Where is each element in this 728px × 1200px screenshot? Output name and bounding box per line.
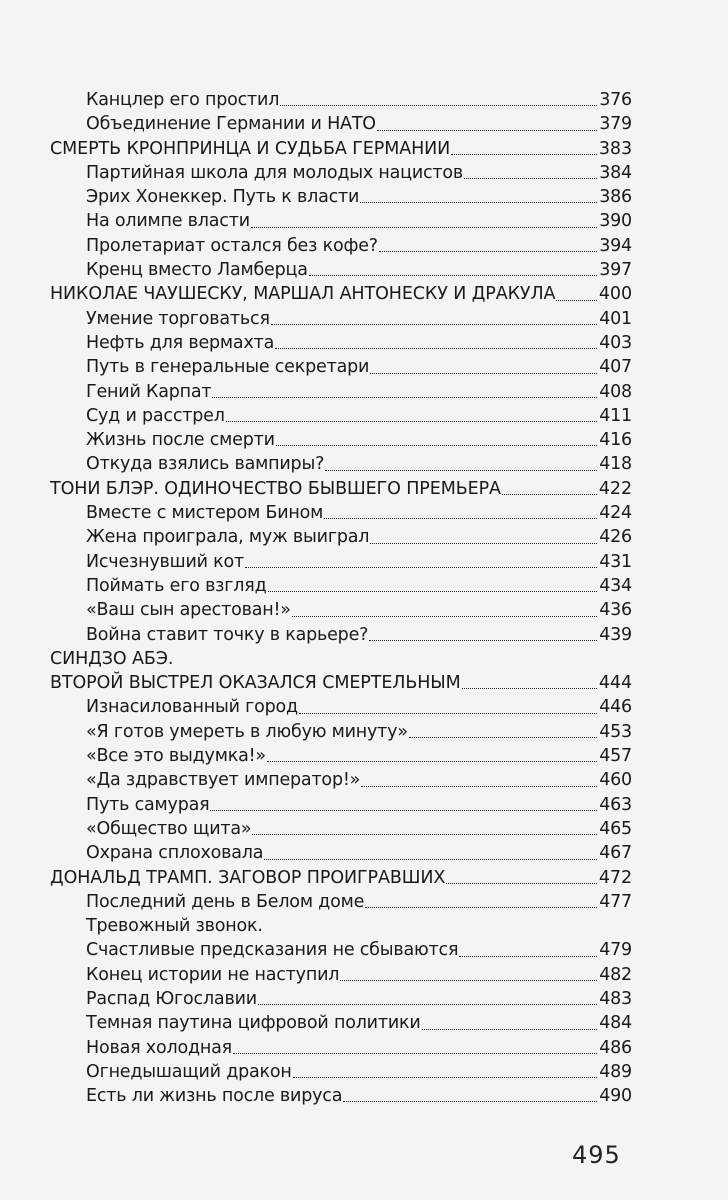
toc-entry-page: 460 bbox=[599, 770, 632, 791]
toc-entry-page: 416 bbox=[599, 430, 632, 451]
toc-entry-title: Последний день в Белом доме bbox=[86, 891, 365, 912]
toc-section-row bbox=[50, 768, 632, 792]
toc-entry-page: 463 bbox=[599, 794, 632, 815]
dot-leader bbox=[556, 300, 597, 301]
dot-leader bbox=[293, 1077, 597, 1078]
page-number: 495 bbox=[572, 1141, 621, 1169]
dot-leader bbox=[451, 154, 597, 155]
toc-entry-title: Темная паутина цифровой политики bbox=[86, 1013, 421, 1034]
toc-entry-page: 482 bbox=[599, 964, 632, 985]
toc-entry-page: 477 bbox=[599, 891, 632, 912]
toc-section-row bbox=[50, 720, 632, 744]
toc-section-row bbox=[50, 404, 632, 428]
toc-section-row bbox=[50, 914, 632, 938]
dot-leader bbox=[210, 810, 597, 811]
toc-entry-page: 397 bbox=[599, 260, 632, 281]
toc-chapter-row bbox=[50, 282, 632, 306]
toc-entry-page: 484 bbox=[599, 1013, 632, 1034]
toc-section-row bbox=[50, 380, 632, 404]
dot-leader bbox=[268, 591, 598, 592]
toc-entry-title: Путь самурая bbox=[86, 794, 210, 815]
toc-entry-page: 444 bbox=[598, 673, 632, 694]
toc-section-row bbox=[50, 817, 632, 841]
toc-section-row bbox=[50, 550, 632, 574]
toc-entry-title: Поймать его взгляд bbox=[86, 575, 267, 596]
dot-leader bbox=[309, 275, 597, 276]
toc-section-row bbox=[50, 88, 632, 112]
toc-section-row bbox=[50, 209, 632, 233]
toc-entry-title: «Общество щита» bbox=[86, 818, 252, 839]
toc-section-row bbox=[50, 963, 632, 987]
toc-entry-title: ВТОРОЙ ВЫСТРЕЛ ОКАЗАЛСЯ СМЕРТЕЛЬНЫМ bbox=[50, 673, 461, 694]
toc-entry-page: 411 bbox=[599, 405, 632, 426]
toc-chapter-row bbox=[50, 477, 632, 501]
toc-entry-title: Изнасилованный город bbox=[86, 697, 298, 718]
toc-entry-title: Распад Югославии bbox=[86, 988, 257, 1009]
toc-entry-title: Путь в генеральные секретари bbox=[86, 357, 370, 378]
toc-entry-page: 376 bbox=[599, 90, 632, 110]
dot-leader bbox=[462, 688, 597, 689]
toc-section-row bbox=[50, 987, 632, 1011]
dot-leader bbox=[370, 543, 597, 544]
toc-entry-page: 426 bbox=[599, 527, 632, 548]
toc-entry-page: 386 bbox=[599, 187, 632, 208]
toc-chapter-row bbox=[50, 866, 632, 890]
toc-entry-page: 465 bbox=[599, 818, 632, 839]
toc-section-row bbox=[50, 501, 632, 525]
dot-leader bbox=[264, 859, 597, 860]
table-of-contents bbox=[50, 88, 632, 1108]
toc-entry-title: ТОНИ БЛЭР. ОДИНОЧЕСТВО БЫВШЕГО ПРЕМЬЕРА bbox=[50, 478, 501, 499]
toc-entry-page: 390 bbox=[599, 211, 632, 232]
dot-leader bbox=[324, 518, 597, 519]
toc-section-row bbox=[50, 695, 632, 719]
toc-entry-title: СМЕРТЬ КРОНПРИНЦА И СУДЬБА ГЕРМАНИИ bbox=[50, 138, 451, 159]
toc-entry-title: Огнедышащий дракон bbox=[86, 1061, 292, 1082]
toc-entry-title: Есть ли жизнь после вируса bbox=[86, 1086, 343, 1107]
toc-section-row bbox=[50, 623, 632, 647]
toc-entry-title: ДОНАЛЬД ТРАМП. ЗАГОВОР ПРОИГРАВШИХ bbox=[50, 867, 446, 888]
toc-section-row bbox=[50, 1036, 632, 1060]
toc-entry-page: 422 bbox=[598, 478, 632, 499]
toc-entry-page: 446 bbox=[599, 697, 632, 718]
toc-entry-title: Война ставит точку в карьере? bbox=[86, 624, 369, 645]
toc-entry-page: 403 bbox=[599, 332, 632, 353]
toc-entry-page: 453 bbox=[599, 721, 632, 742]
dot-leader bbox=[370, 373, 597, 374]
dot-leader bbox=[299, 713, 597, 714]
toc-entry-page: 418 bbox=[599, 454, 632, 475]
toc-entry-page: 436 bbox=[599, 600, 632, 621]
toc-entry-title: Суд и расстрел bbox=[86, 405, 225, 426]
toc-entry-page: 407 bbox=[599, 357, 632, 378]
toc-section-row bbox=[50, 355, 632, 379]
toc-entry-page: 383 bbox=[598, 138, 632, 159]
dot-leader bbox=[464, 178, 597, 179]
toc-entry-page: 472 bbox=[598, 867, 632, 888]
toc-entry-page: 431 bbox=[599, 551, 632, 572]
dot-leader bbox=[361, 786, 597, 787]
toc-entry-page: 384 bbox=[599, 162, 632, 183]
toc-entry-page: 483 bbox=[599, 988, 632, 1009]
dot-leader bbox=[258, 1004, 597, 1005]
dot-leader bbox=[245, 567, 597, 568]
dot-leader bbox=[267, 761, 597, 762]
toc-section-row bbox=[50, 938, 632, 962]
dot-leader bbox=[233, 1053, 597, 1054]
toc-section-row bbox=[50, 234, 632, 258]
toc-entry-title: «Ваш сын арестован!» bbox=[86, 600, 291, 621]
toc-entry-title: «Да здравствует император!» bbox=[86, 770, 361, 791]
toc-chapter-row bbox=[50, 671, 632, 695]
toc-section-row bbox=[50, 890, 632, 914]
dot-leader bbox=[343, 1101, 597, 1102]
toc-entry-page: 486 bbox=[599, 1037, 632, 1058]
toc-section-row bbox=[50, 1060, 632, 1084]
toc-entry-page: 479 bbox=[599, 940, 632, 961]
toc-entry-page: 400 bbox=[598, 284, 632, 305]
toc-entry-title: Объединение Германии и НАТО bbox=[86, 114, 376, 135]
dot-leader bbox=[360, 202, 597, 203]
dot-leader bbox=[325, 470, 597, 471]
toc-chapter-row bbox=[50, 137, 632, 161]
toc-section-row bbox=[50, 598, 632, 622]
toc-section-row bbox=[50, 1084, 632, 1108]
toc-entry-page: 394 bbox=[599, 235, 632, 256]
toc-entry-title: Гений Карпат bbox=[86, 381, 212, 402]
toc-entry-title: На олимпе власти bbox=[86, 211, 250, 232]
dot-leader bbox=[446, 883, 597, 884]
toc-entry-page: 434 bbox=[599, 575, 632, 596]
toc-entry-title: Новая холодная bbox=[86, 1037, 232, 1058]
toc-entry-title: Счастливые предсказания не сбываются bbox=[86, 940, 459, 961]
dot-leader bbox=[409, 737, 597, 738]
dot-leader bbox=[459, 956, 597, 957]
dot-leader bbox=[276, 445, 597, 446]
toc-entry-title: Пролетариат остался без кофе? bbox=[86, 235, 378, 256]
toc-entry-page: 489 bbox=[599, 1061, 632, 1082]
toc-entry-title: Эрих Хонеккер. Путь к власти bbox=[86, 187, 360, 208]
dot-leader bbox=[369, 640, 597, 641]
toc-entry-page: 424 bbox=[599, 503, 632, 524]
toc-section-row bbox=[50, 258, 632, 282]
dot-leader bbox=[365, 907, 597, 908]
toc-section-row bbox=[50, 574, 632, 598]
dot-leader bbox=[422, 1029, 597, 1030]
toc-section-row bbox=[50, 744, 632, 768]
dot-leader bbox=[340, 980, 597, 981]
dot-leader bbox=[502, 494, 597, 495]
toc-entry-title: Охрана сплоховала bbox=[86, 843, 264, 864]
toc-entry-title: Кренц вместо Ламберца bbox=[86, 260, 308, 281]
toc-entry-page: 439 bbox=[599, 624, 632, 645]
toc-section-row bbox=[50, 1011, 632, 1035]
toc-chapter-row bbox=[50, 647, 632, 671]
toc-entry-page: 401 bbox=[599, 308, 632, 329]
toc-section-row bbox=[50, 525, 632, 549]
toc-section-row bbox=[50, 841, 632, 865]
toc-section-row bbox=[50, 428, 632, 452]
toc-entry-title: СИНДЗО АБЭ. bbox=[50, 648, 174, 669]
toc-entry-page: 379 bbox=[599, 114, 632, 135]
toc-section-row bbox=[50, 185, 632, 209]
dot-leader bbox=[212, 397, 597, 398]
toc-entry-title: Вместе с мистером Бином bbox=[86, 503, 324, 524]
toc-entry-title: Тревожный звонок. bbox=[86, 916, 263, 937]
toc-section-row bbox=[50, 452, 632, 476]
dot-leader bbox=[292, 616, 597, 617]
dot-leader bbox=[252, 834, 597, 835]
toc-entry-title: «Все это выдумка!» bbox=[86, 746, 266, 767]
toc-entry-title: Откуда взялись вампиры? bbox=[86, 454, 325, 475]
toc-entry-page: 457 bbox=[599, 746, 632, 767]
toc-entry-page: 467 bbox=[599, 843, 632, 864]
toc-entry-title: «Я готов умереть в любую минуту» bbox=[86, 721, 408, 742]
dot-leader bbox=[379, 251, 597, 252]
toc-section-row bbox=[50, 331, 632, 355]
toc-entry-page: 408 bbox=[599, 381, 632, 402]
toc-entry-title: Партийная школа для молодых нацистов bbox=[86, 162, 464, 183]
toc-section-row bbox=[50, 112, 632, 136]
dot-leader bbox=[275, 348, 597, 349]
toc-entry-title: Канцлер его простил bbox=[86, 90, 280, 110]
toc-entry-title: Конец истории не наступил bbox=[86, 964, 340, 985]
toc-entry-title: Умение торговаться bbox=[86, 308, 270, 329]
toc-entry-title: НИКОЛАЕ ЧАУШЕСКУ, МАРШАЛ АНТОНЕСКУ И ДРАКУЛА bbox=[50, 284, 556, 305]
toc-entry-page: 490 bbox=[599, 1086, 632, 1107]
toc-section-row bbox=[50, 307, 632, 331]
dot-leader bbox=[280, 105, 597, 106]
dot-leader bbox=[251, 227, 597, 228]
toc-section-row bbox=[50, 793, 632, 817]
toc-section-row bbox=[50, 161, 632, 185]
toc-entry-title: Жена проиграла, муж выиграл bbox=[86, 527, 370, 548]
dot-leader bbox=[377, 130, 597, 131]
toc-entry-title: Исчезнувший кот bbox=[86, 551, 245, 572]
dot-leader bbox=[271, 324, 597, 325]
toc-entry-title: Жизнь после смерти bbox=[86, 430, 275, 451]
toc-entry-title: Нефть для вермахта bbox=[86, 332, 275, 353]
dot-leader bbox=[226, 421, 597, 422]
